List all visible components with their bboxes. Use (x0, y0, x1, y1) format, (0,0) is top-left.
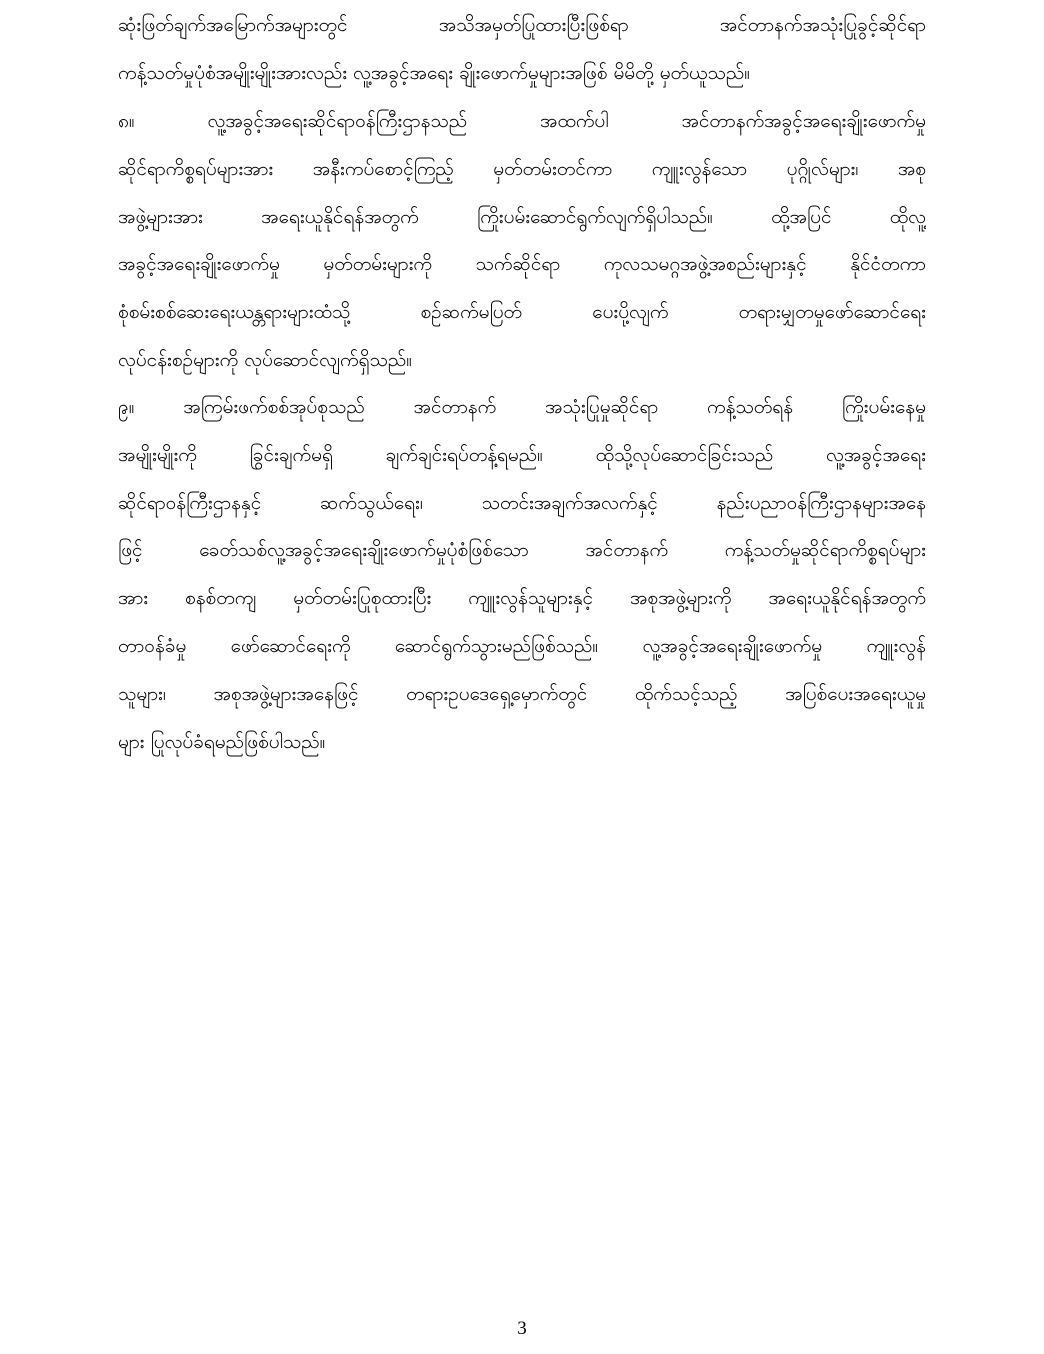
text-line: ၈။ လူ့အခွင့်အရေးဆိုင်ရာဝန်ကြီးဌာနသည် အထက်ပါ အင်တာနက်အခွင့်အရေးချိုးဖောက်မှု (118, 110, 926, 132)
text-line: တာဝန်ခံမှု ဖော်ဆောင်ရေးကို ဆောင်ရွက်သွားမည်ဖြစ်သည်။ လူ့အခွင့်အရေးချိုးဖောက်မှု ကျူးလွန် (118, 634, 926, 657)
text-line: များ ပြုလုပ်ခံရမည်ဖြစ်ပါသည်။ (118, 730, 326, 753)
text-line: အား စနစ်တကျ မှတ်တမ်းပြုစုထားပြီး ကျူးလွန်သူများနှင့် အစုအဖွဲ့များကို အရေးယူနိုင်ရန်အတွက် (118, 587, 926, 610)
text-line: ဆုံးဖြတ်ချက်အမြောက်အများတွင် အသိအမှတ်ပြုထားပြီးဖြစ်ရာ အင်တာနက်အသုံးပြုခွင့်ဆိုင်ရာ (118, 14, 926, 36)
text-line: ၉။ အကြမ်းဖက်စစ်အုပ်စုသည် အင်တာနက် အသုံးပြုမှုဆိုင်ရာ ကန့်သတ်ရန် ကြိုးပမ်းနေမှု (118, 396, 926, 418)
text-line: လုပ်ငန်းစဉ်များကို လုပ်ဆောင်လျက်ရှိသည်။ (118, 348, 412, 371)
paragraph-8 (118, 98, 926, 385)
text-line: အခွင့်အရေးချိုးဖောက်မှု မှတ်တမ်းများကို သက်ဆိုင်ရာ ကုလသမဂ္ဂအဖွဲ့အစည်းများနှင့် နိုင်ငံတကာ (118, 253, 926, 276)
text-line: ကန့်သတ်မှုပုံစံအမျိုးမျိုးအားလည်း လူ့အခွင့်အရေး ချိုးဖောက်မှုများအဖြစ် မိမိတို့ မှတ်ယူသည်။ (118, 61, 750, 84)
text-line: အဖွဲ့များအား အရေးယူနိုင်ရန်အတွက် ကြိုးပမ်းဆောင်ရွက်လျက်ရှိပါသည်။ ထို့အပြင် ထိုလူ့ (118, 205, 926, 228)
text-line: အမျိုးမျိုးကို ခြွင်းချက်မရှိ ချက်ချင်းရပ်တန့်ရမည်။ ထိုသို့လုပ်ဆောင်ခြင်းသည် လူ့အခွင့်အရေး (118, 443, 926, 466)
text-line: ဖြင့် ခေတ်သစ်လူ့အခွင့်အရေးချိုးဖောက်မှုပုံစံဖြစ်သော အင်တာနက် ကန့်သတ်မှုဆိုင်ရာကိစ္စရပ်များ (118, 539, 926, 562)
page-number: 3 (517, 1318, 527, 1339)
text-line: သူများ၊ အစုအဖွဲ့များအနေဖြင့် တရားဥပဒေရှေ့မှောက်တွင် ထိုက်သင့်သည့် အပြစ်ပေးအရေးယူမှု (118, 682, 926, 705)
paragraph-9 (118, 384, 926, 766)
text-line: ဆိုင်ရာဝန်ကြီးဌာနနှင့် ဆက်သွယ်ရေး၊ သတင်းအချက်အလက်နှင့် နည်းပညာဝန်ကြီးဌာနများအနေ (118, 491, 926, 514)
continuation-paragraph (118, 2, 926, 98)
text-line: စုံစမ်းစစ်ဆေးရေးယန္တရားများထံသို့ စဉ်ဆက်မပြတ် ပေးပို့လျက် တရားမျှတမှုဖော်ဆောင်ရေး (118, 301, 926, 324)
text-line: ဆိုင်ရာကိစ္စရပ်များအား အနီးကပ်စောင့်ကြည့် မှတ်တမ်းတင်ကာ ကျူးလွန်သော ပုဂ္ဂိုလ်များ၊ အစု (118, 157, 926, 180)
